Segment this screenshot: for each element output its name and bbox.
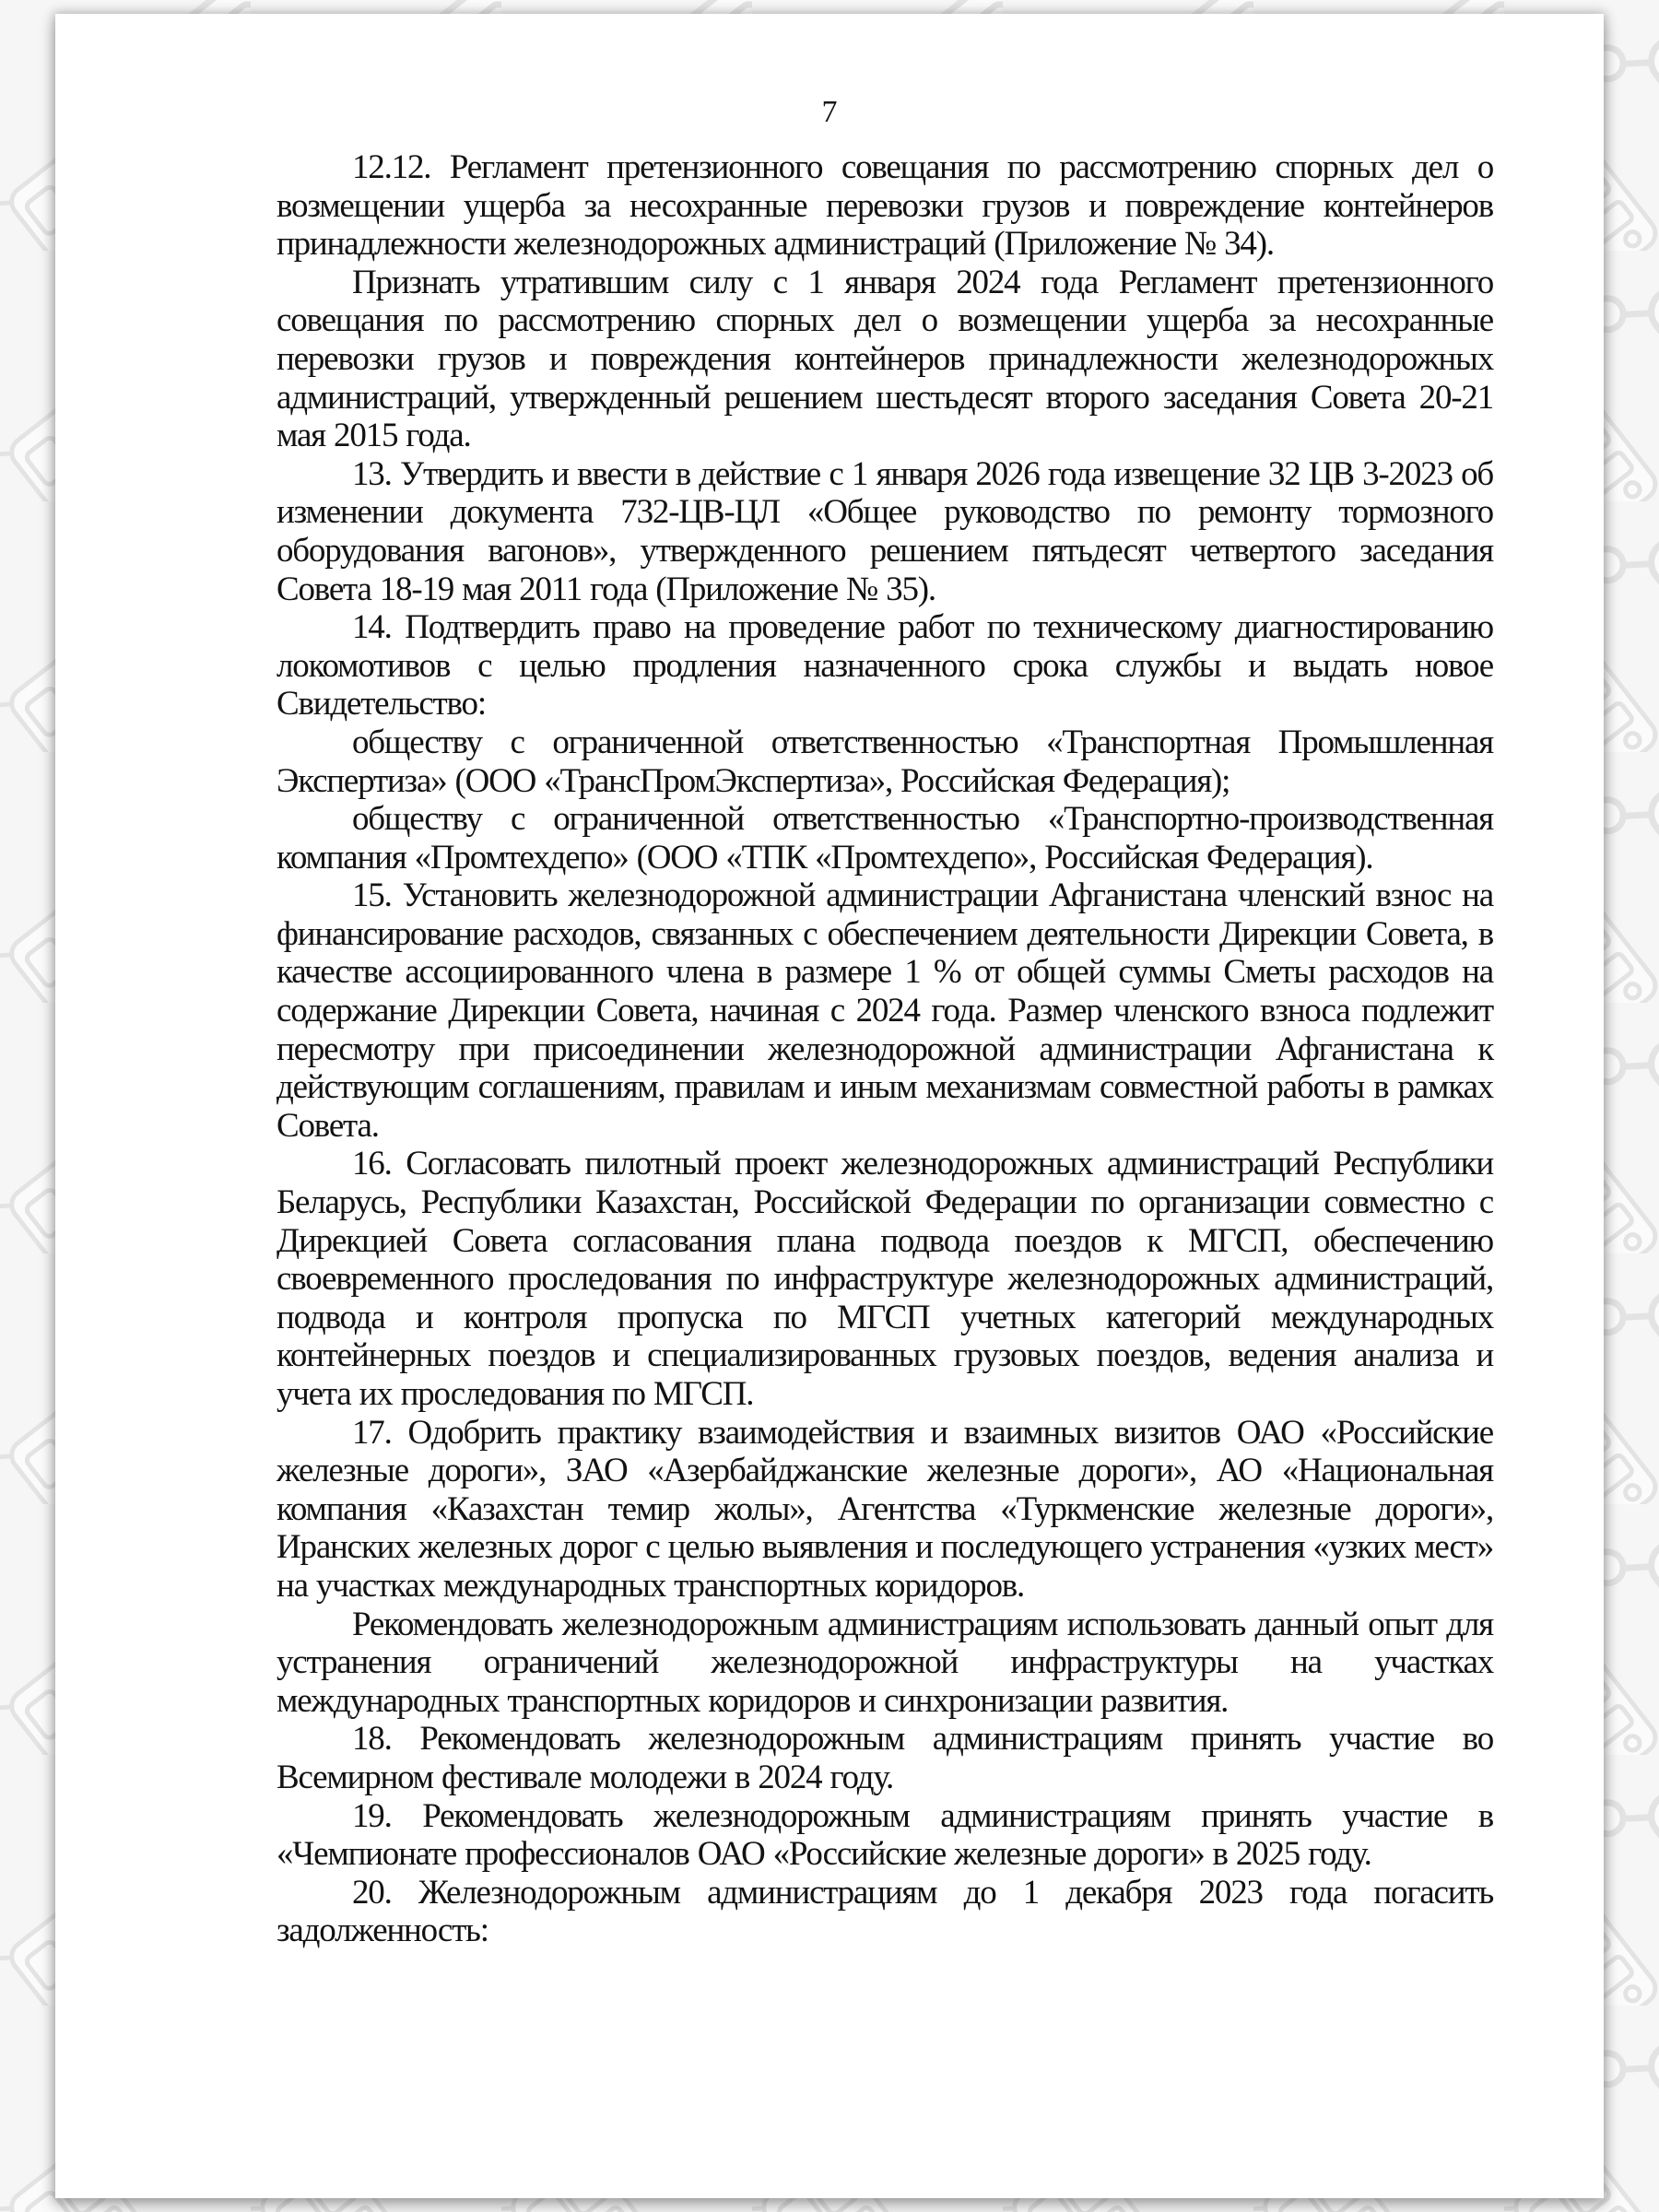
paragraph-20: 20. Железнодорожным администрациям до 1 декабря 2023 года погасить задолженность: [276,1873,1493,1950]
paragraph-14-item-2: обществу с ограниченной ответственностью «Транспортно-производственная компания «Промтехдепо» (ООО «ТПК «Промтехдепо», Российская Федерация). [276,800,1493,877]
document-body [276,148,1493,1950]
paragraph-14: 14. Подтвердить право на проведение работ по техническому диагностированию локомотивов с целью продления назначенного срока службы и выдать новое Свидетельство: [276,608,1493,724]
paragraph-14-item-1: обществу с ограниченной ответственностью «Транспортная Промышленная Экспертиза» (ООО «ТрансПромЭкспертиза», Российская Федерация); [276,723,1493,800]
paragraph-12-12: 12.12. Регламент претензионного совещания по рассмотрению спорных дел о возмещении ущерба за несохранные перевозки грузов и повреждение контейнеров принадлежности железнодорожных администраций (Приложение № 34). [276,148,1493,264]
paragraph-16: 16. Согласовать пилотный проект железнодорожных администраций Республики Беларусь, Республики Казахстан, Российской Федерации по организации совместно с Дирекцией Совета согласования плана подвода поездов к МГСП, обеспечению своевременного проследования по инфраструктуре железнодорожных администраций, подвода и контроля пропуска по МГСП учетных категорий международных контейнерных поездов и специализированных грузовых поездов, ведения анализа и учета их проследования по МГСП. [276,1145,1493,1413]
paragraph-17-recommendation: Рекомендовать железнодорожным администрациям использовать данный опыт для устранения ограничений железнодорожной инфраструктуры на участках международных транспортных коридоров и синхронизации развития. [276,1605,1493,1720]
paragraph-18: 18. Рекомендовать железнодорожным администрациям принять участие во Всемирном фестивале молодежи в 2024 году. [276,1720,1493,1796]
paragraph-15: 15. Установить железнодорожной администрации Афганистана членский взнос на финансирование расходов, связанных с обеспечением деятельности Дирекции Совета, в качестве ассоциированного члена в размере 1 % от общей суммы Сметы расходов на содержание Дирекции Совета, начиная с 2024 года. Размер членского взноса подлежит пересмотру при присоединении железнодорожной администрации Афганистана к действующим соглашениям, правилам и иным механизмам совместной работы в рамках Совета. [276,877,1493,1145]
paragraph-12-12-repeal: Признать утратившим силу с 1 января 2024 года Регламент претензионного совещания по рассмотрению спорных дел о возмещении ущерба за несохранные перевозки грузов и повреждения контейнеров принадлежности железнодорожных администраций, утвержденный решением шестьдесят второго заседания Совета 20-21 мая 2015 года. [276,263,1493,455]
document-page [55,14,1604,2198]
page-number: 7 [821,95,838,129]
paragraph-19: 19. Рекомендовать железнодорожным администрациям принять участие в «Чемпионате профессионалов ОАО «Российские железные дороги» в 2025 году. [276,1796,1493,1874]
paragraph-17: 17. Одобрить практику взаимодействия и взаимных визитов ОАО «Российские железные дороги», ЗАО «Азербайджанские железные дороги», АО «Национальная компания «Казахстан темир жолы», Агентства «Туркменские железные дороги», Иранских железных дорог с целью выявления и последующего устранения «узких мест» на участках международных транспортных коридоров. [276,1413,1493,1605]
paragraph-13: 13. Утвердить и ввести в действие с 1 января 2026 года извещение 32 ЦВ 3-2023 об изменении документа 732-ЦВ-ЦЛ «Общее руководство по ремонту тормозного оборудования вагонов», утвержденного решением пятьдесят четвертого заседания Совета 18-19 мая 2011 года (Приложение № 35). [276,454,1493,608]
